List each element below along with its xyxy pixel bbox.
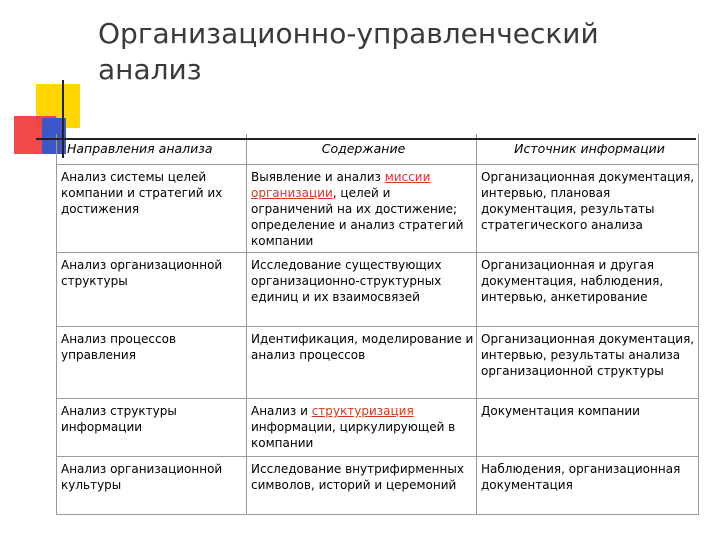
link-structurization[interactable]: структуризация bbox=[311, 404, 414, 418]
cell-content: Исследование внутрифирменных символов, историй и церемоний bbox=[247, 457, 477, 515]
header-content: Содержание bbox=[247, 134, 477, 165]
cell-content: Исследование существующих организационно-структурных единиц и их взаимосвязей bbox=[247, 253, 477, 327]
cell-direction: Анализ структуры информации bbox=[57, 399, 247, 457]
cell-direction: Анализ организационной культуры bbox=[57, 457, 247, 515]
cell-source: Наблюдения, организационная документация bbox=[477, 457, 699, 515]
analysis-table bbox=[56, 134, 699, 515]
cell-direction: Анализ организационной структуры bbox=[57, 253, 247, 327]
cell-content: Анализ и структуризация информации, циркулирующей в компании bbox=[247, 399, 477, 457]
cell-source: Организационная документация, интервью, результаты анализа организационной структуры bbox=[477, 327, 699, 399]
cell-direction: Анализ процессов управления bbox=[57, 327, 247, 399]
table-row bbox=[57, 399, 699, 457]
cell-source: Организационная документация, интервью, плановая документация, результаты стратегического анализа bbox=[477, 165, 699, 253]
cell-source: Организационная и другая документация, наблюдения, интервью, анкетирование bbox=[477, 253, 699, 327]
link-mission[interactable]: миссии организации bbox=[251, 170, 431, 200]
table-row bbox=[57, 253, 699, 327]
table-row bbox=[57, 165, 699, 253]
header-source: Источник информации bbox=[477, 134, 699, 165]
slide-title: Организационно-управленческий анализ bbox=[98, 17, 599, 86]
table-row bbox=[57, 327, 699, 399]
decor-horizontal-line bbox=[36, 138, 696, 140]
cell-source: Документация компании bbox=[477, 399, 699, 457]
cell-content: Идентификация, моделирование и анализ процессов bbox=[247, 327, 477, 399]
cell-direction: Анализ системы целей компании и стратегий их достижения bbox=[57, 165, 247, 253]
table-row bbox=[57, 457, 699, 515]
header-direction: Направления анализа bbox=[57, 134, 247, 165]
cell-content: Выявление и анализ миссии организации, целей и ограничений на их достижение; определение и анализ стратегий компании bbox=[247, 165, 477, 253]
